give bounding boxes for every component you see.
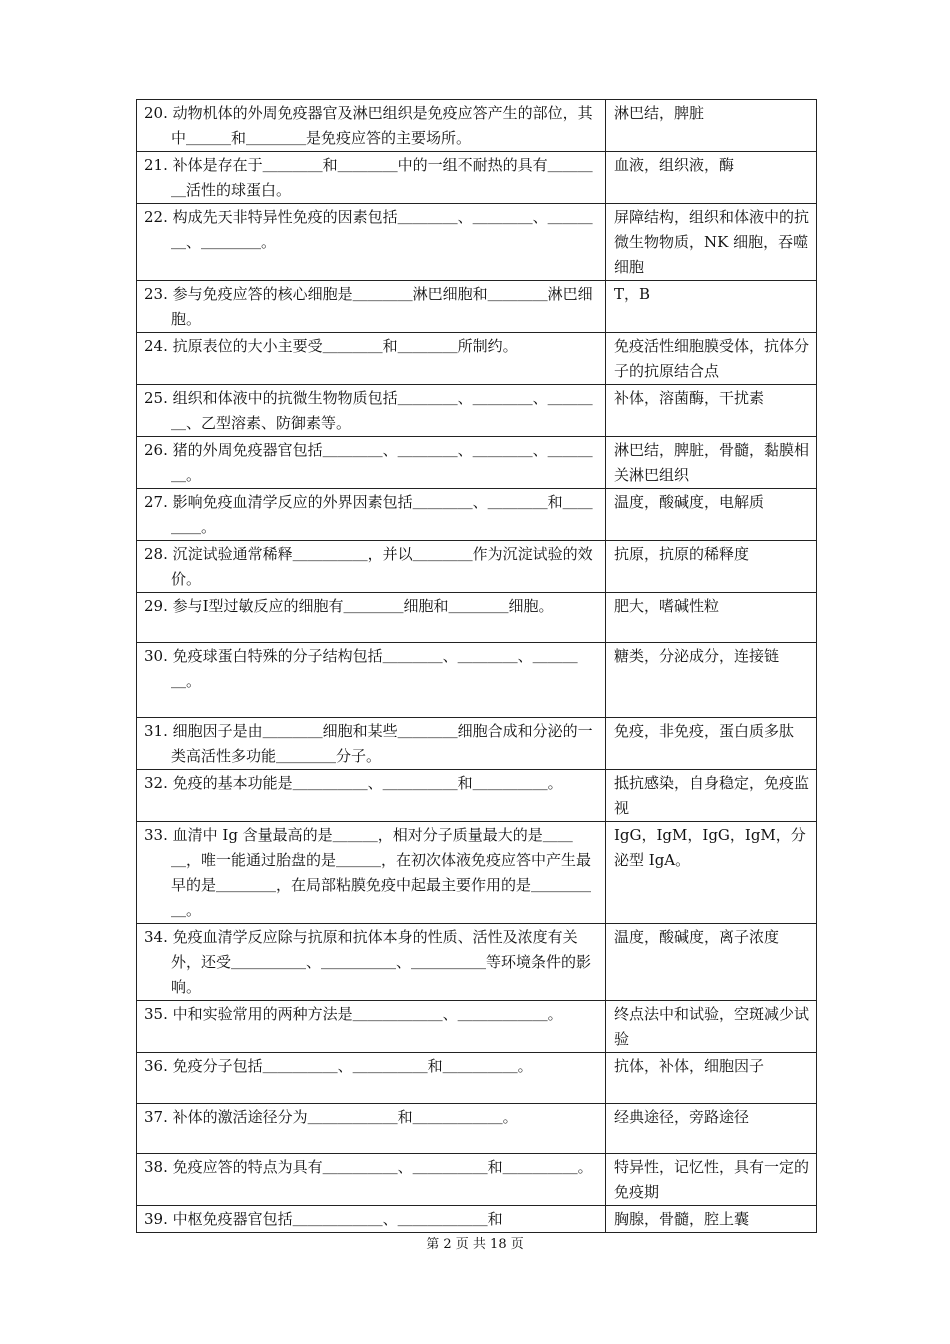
question-text: 31. 细胞因子是由＿＿＿＿细胞和某些＿＿＿＿细胞合成和分泌的一类高活性多功能＿＿＿＿分子。 bbox=[144, 722, 593, 765]
question-cell bbox=[137, 718, 606, 770]
question-text: 36. 免疫分子包括＿＿＿＿＿、＿＿＿＿＿和＿＿＿＿＿。 bbox=[144, 1057, 533, 1075]
answer-cell bbox=[606, 593, 817, 643]
answer-text: IgG，IgM，IgG，IgM，分泌型 IgA。 bbox=[614, 826, 806, 869]
question-text: 39. 中枢免疫器官包括＿＿＿＿＿＿、＿＿＿＿＿＿和 bbox=[144, 1210, 503, 1228]
table-row bbox=[137, 1206, 817, 1233]
answer-cell bbox=[606, 924, 817, 1001]
table-row bbox=[137, 437, 817, 489]
answer-text: 糖类，分泌成分，连接链 bbox=[614, 647, 780, 665]
table-row bbox=[137, 333, 817, 385]
answer-text: 免疫，非免疫，蛋白质多肽 bbox=[614, 722, 795, 740]
answer-text: 终点法中和试验，空斑减少试验 bbox=[614, 1005, 810, 1048]
answer-text: 温度，酸碱度，离子浓度 bbox=[614, 928, 780, 946]
question-cell bbox=[137, 924, 606, 1001]
question-cell bbox=[137, 643, 606, 718]
question-cell bbox=[137, 593, 606, 643]
table-row bbox=[137, 385, 817, 437]
answer-text: 特异性，记忆性，具有一定的免疫期 bbox=[614, 1158, 810, 1201]
answer-text: 淋巴结，脾脏 bbox=[614, 104, 705, 122]
question-cell bbox=[137, 489, 606, 541]
question-cell bbox=[137, 437, 606, 489]
answer-cell bbox=[606, 1001, 817, 1053]
answer-cell bbox=[606, 718, 817, 770]
question-cell bbox=[137, 1104, 606, 1154]
answer-cell bbox=[606, 152, 817, 204]
answer-cell bbox=[606, 643, 817, 718]
question-cell bbox=[137, 1053, 606, 1104]
answer-cell bbox=[606, 822, 817, 924]
answer-text: 淋巴结，脾脏，骨髓，黏膜相关淋巴组织 bbox=[614, 441, 810, 484]
answer-cell bbox=[606, 385, 817, 437]
table-row bbox=[137, 204, 817, 281]
answer-text: 补体，溶菌酶，干扰素 bbox=[614, 389, 765, 407]
question-text: 29. 参与Ⅰ型过敏反应的细胞有＿＿＿＿细胞和＿＿＿＿细胞。 bbox=[144, 597, 554, 615]
question-text: 26. 猪的外周免疫器官包括＿＿＿＿、＿＿＿＿、＿＿＿＿、＿＿＿＿。 bbox=[144, 441, 593, 484]
question-cell bbox=[137, 541, 606, 593]
question-text: 21. 补体是存在于＿＿＿＿和＿＿＿＿中的一组不耐热的具有＿＿＿＿活性的球蛋白。 bbox=[144, 156, 593, 199]
question-text: 25. 组织和体液中的抗微生物物质包括＿＿＿＿、＿＿＿＿、＿＿＿＿、乙型溶素、防御素等。 bbox=[144, 389, 593, 432]
answer-cell bbox=[606, 100, 817, 152]
answer-cell bbox=[606, 281, 817, 333]
table-row bbox=[137, 281, 817, 333]
table-row bbox=[137, 1104, 817, 1154]
answer-text: 经典途径，旁路途径 bbox=[614, 1108, 750, 1126]
question-cell bbox=[137, 385, 606, 437]
answer-cell bbox=[606, 541, 817, 593]
question-text: 20. 动物机体的外周免疫器官及淋巴组织是免疫应答产生的部位，其中＿＿＿和＿＿＿＿是免疫应答的主要场所。 bbox=[144, 104, 593, 147]
table-row bbox=[137, 822, 817, 924]
question-text: 38. 免疫应答的特点为具有＿＿＿＿＿、＿＿＿＿＿和＿＿＿＿＿。 bbox=[144, 1158, 593, 1176]
question-text: 24. 抗原表位的大小主要受＿＿＿＿和＿＿＿＿所制约。 bbox=[144, 337, 518, 355]
table-row bbox=[137, 770, 817, 822]
table-row bbox=[137, 541, 817, 593]
answer-text: T，B bbox=[614, 285, 651, 303]
question-cell bbox=[137, 333, 606, 385]
qa-table-body bbox=[137, 100, 817, 1233]
table-row bbox=[137, 100, 817, 152]
answer-text: 肥大，嗜碱性粒 bbox=[614, 597, 720, 615]
question-text: 34. 免疫血清学反应除与抗原和抗体本身的性质、活性及浓度有关外，还受＿＿＿＿＿、＿＿＿＿＿、＿＿＿＿＿等环境条件的影响。 bbox=[144, 928, 592, 996]
answer-text: 抵抗感染，自身稳定，免疫监视 bbox=[614, 774, 810, 817]
table-row bbox=[137, 1053, 817, 1104]
answer-cell bbox=[606, 1104, 817, 1154]
question-cell bbox=[137, 152, 606, 204]
answer-text: 温度，酸碱度，电解质 bbox=[614, 493, 765, 511]
question-cell bbox=[137, 770, 606, 822]
answer-text: 屏障结构，组织和体液中的抗微生物物质，NK 细胞，吞噬细胞 bbox=[614, 208, 810, 276]
answer-text: 抗原，抗原的稀释度 bbox=[614, 545, 750, 563]
table-row bbox=[137, 643, 817, 718]
page-footer: 第 2 页 共 18 页 bbox=[426, 1237, 524, 1252]
answer-text: 血液，组织液，酶 bbox=[614, 156, 735, 174]
answer-cell bbox=[606, 437, 817, 489]
question-cell bbox=[137, 822, 606, 924]
table-row bbox=[137, 924, 817, 1001]
table-row bbox=[137, 1001, 817, 1053]
table-row bbox=[137, 489, 817, 541]
question-text: 37. 补体的激活途径分为＿＿＿＿＿＿和＿＿＿＿＿＿。 bbox=[144, 1108, 518, 1126]
question-cell bbox=[137, 1001, 606, 1053]
answer-text: 免疫活性细胞膜受体，抗体分子的抗原结合点 bbox=[614, 337, 810, 380]
question-cell bbox=[137, 100, 606, 152]
question-cell bbox=[137, 1154, 606, 1206]
question-cell bbox=[137, 204, 606, 281]
question-cell bbox=[137, 1206, 606, 1233]
answer-cell bbox=[606, 770, 817, 822]
answer-cell bbox=[606, 204, 817, 281]
answer-cell bbox=[606, 1053, 817, 1104]
question-text: 33. 血清中 Ig 含量最高的是＿＿＿，相对分子质量最大的是＿＿＿，唯一能通过胎盘的是＿＿＿，在初次体液免疫应答中产生最早的是＿＿＿＿，在局部粘膜免疫中起最主要作用的是＿＿＿＿＿。 bbox=[144, 826, 592, 919]
question-text: 30. 免疫球蛋白特殊的分子结构包括＿＿＿＿、＿＿＿＿、＿＿＿＿。 bbox=[144, 647, 578, 690]
answer-cell bbox=[606, 489, 817, 541]
question-text: 28. 沉淀试验通常稀释＿＿＿＿＿，并以＿＿＿＿作为沉淀试验的效价。 bbox=[144, 545, 593, 588]
answer-cell bbox=[606, 1206, 817, 1233]
question-text: 32. 免疫的基本功能是＿＿＿＿＿、＿＿＿＿＿和＿＿＿＿＿。 bbox=[144, 774, 563, 792]
question-text: 23. 参与免疫应答的核心细胞是＿＿＿＿淋巴细胞和＿＿＿＿淋巴细胞。 bbox=[144, 285, 593, 328]
answer-text: 胸腺，骨髓，腔上囊 bbox=[614, 1210, 750, 1228]
answer-cell bbox=[606, 333, 817, 385]
question-text: 27. 影响免疫血清学反应的外界因素包括＿＿＿＿、＿＿＿＿和＿＿＿＿。 bbox=[144, 493, 593, 536]
question-text: 35. 中和实验常用的两种方法是＿＿＿＿＿＿、＿＿＿＿＿＿。 bbox=[144, 1005, 563, 1023]
table-row bbox=[137, 152, 817, 204]
table-row bbox=[137, 718, 817, 770]
question-cell bbox=[137, 281, 606, 333]
table-row bbox=[137, 1154, 817, 1206]
answer-text: 抗体，补体，细胞因子 bbox=[614, 1057, 765, 1075]
table-row bbox=[137, 593, 817, 643]
question-text: 22. 构成先天非特异性免疫的因素包括＿＿＿＿、＿＿＿＿、＿＿＿＿、＿＿＿＿。 bbox=[144, 208, 593, 251]
answer-cell bbox=[606, 1154, 817, 1206]
qa-table bbox=[136, 99, 817, 1233]
